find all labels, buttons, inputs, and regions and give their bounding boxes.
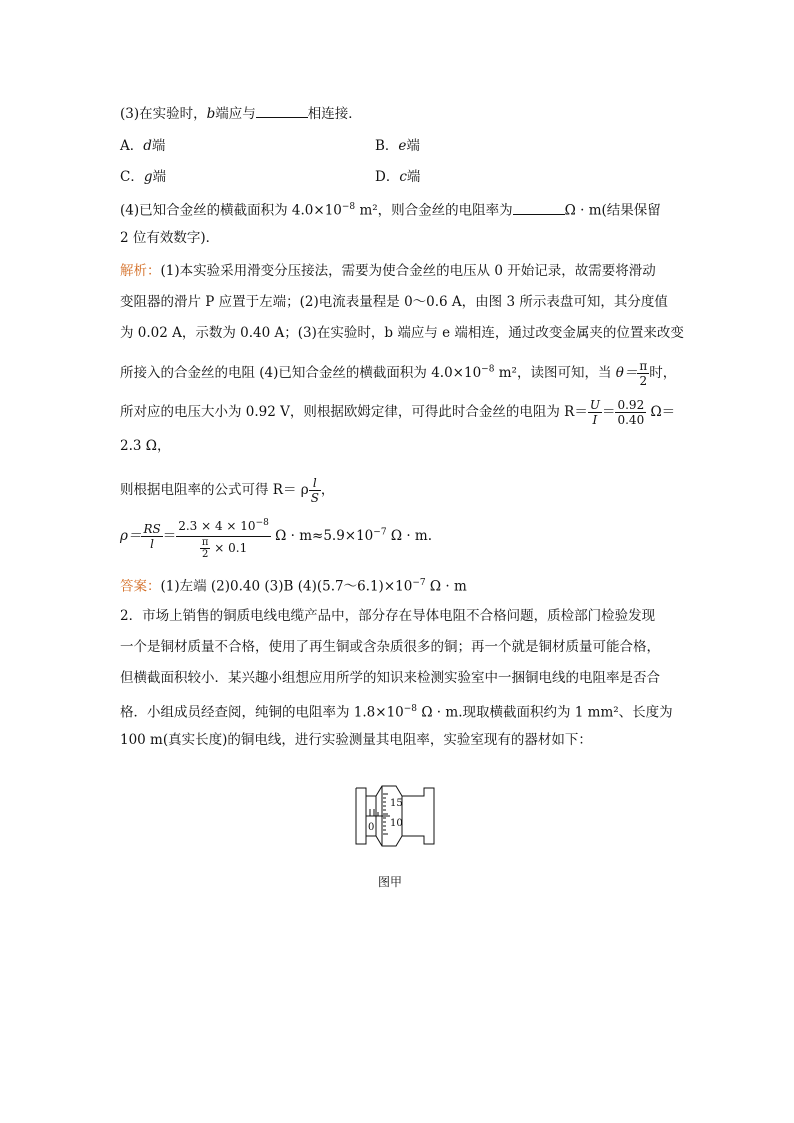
answer-blank[interactable] bbox=[513, 200, 565, 215]
q4-text-a: (4)已知合金丝的横截面积为 4.0×10 bbox=[120, 202, 342, 219]
option-c[interactable] bbox=[120, 165, 166, 185]
q2-text: 100 m(真实长度)的铜电线，进行实验测量其电阻率，实验室现有的器材如下： bbox=[120, 732, 592, 748]
question-2-line-4 bbox=[120, 700, 673, 722]
thimble-label-10: 10 bbox=[390, 818, 403, 829]
option-a-label: A． bbox=[120, 138, 144, 154]
option-c-end: 端 bbox=[152, 169, 166, 185]
rs-over-l-fraction bbox=[141, 522, 162, 551]
figure-caption: 图甲 bbox=[378, 875, 403, 889]
rho-symbol: ρ＝ bbox=[120, 528, 142, 544]
analysis-label: 解析： bbox=[120, 263, 161, 279]
pi-over-2-fraction bbox=[200, 537, 211, 560]
option-b-label: B． bbox=[375, 138, 399, 154]
question-4-line-1 bbox=[120, 198, 661, 220]
q4-text-b: m²，则合金丝的电阻率为 bbox=[355, 202, 513, 219]
answer-text: (1)左端 (2)0.40 (3)B (4)(5.7～6.1)×10 bbox=[160, 578, 413, 595]
option-d-end: 端 bbox=[406, 169, 421, 185]
analysis-text: Ω · m. bbox=[386, 528, 433, 544]
exponent: −7 bbox=[412, 578, 426, 588]
fraction-numerator: π bbox=[639, 359, 648, 373]
q2-text: 格．小组成员经查阅，纯铜的电阻率为 1.8×10 bbox=[120, 704, 404, 721]
analysis-text: 所对应的电压大小为 0.92 V，则根据欧姆定律，可得此时合金丝的电阻为 R＝ bbox=[120, 404, 588, 420]
option-b-end: 端 bbox=[406, 138, 420, 154]
analysis-text: m²，读图可知，当 bbox=[494, 365, 612, 381]
answer-line bbox=[120, 574, 467, 596]
analysis-text: 所接入的合金丝的电阻 (4)已知合金丝的横截面积为 4.0×10 bbox=[120, 365, 482, 381]
answer-label: 答案： bbox=[120, 578, 161, 595]
thimble-label-15: 15 bbox=[390, 798, 403, 809]
fraction-denominator: 2 bbox=[201, 549, 209, 560]
fraction-numerator: U bbox=[589, 398, 600, 412]
analysis-line-7 bbox=[120, 476, 334, 505]
analysis-line-5 bbox=[120, 398, 675, 427]
q3-b: b bbox=[206, 106, 216, 122]
frame-right bbox=[402, 788, 434, 844]
pi-over-2-fraction bbox=[637, 359, 649, 388]
fraction-denominator: 0.40 bbox=[617, 413, 645, 427]
option-a-end: 端 bbox=[151, 138, 166, 154]
exponent: −8 bbox=[255, 518, 269, 528]
question-2-line-5 bbox=[120, 731, 592, 749]
analysis-text: Ω＝ bbox=[646, 404, 676, 420]
option-d-var: c bbox=[399, 169, 407, 185]
q3-suffix: 相连接． bbox=[307, 106, 362, 122]
analysis-text: Ω · m≈5.9×10 bbox=[270, 528, 374, 544]
fraction-denominator: 2 bbox=[639, 374, 648, 388]
question-2-line-3 bbox=[120, 669, 660, 687]
exponent: −8 bbox=[481, 364, 495, 375]
analysis-line-8 bbox=[120, 513, 432, 560]
value-fraction bbox=[615, 398, 646, 427]
denominator-text: × 0.1 bbox=[214, 541, 248, 555]
question-3-line bbox=[120, 103, 362, 123]
micrometer-figure bbox=[352, 782, 438, 852]
analysis-line-4 bbox=[120, 359, 676, 388]
question-2-line-1 bbox=[120, 607, 655, 625]
answer-text: Ω · m bbox=[425, 578, 467, 595]
option-c-var: g bbox=[143, 169, 153, 185]
fraction-denominator bbox=[176, 537, 271, 560]
fraction-numerator: l bbox=[309, 476, 321, 491]
q2-text: 一个是铜材质量不合格，使用了再生铜或含杂质很多的铜；再一个就是铜材质量可能合格， bbox=[120, 639, 660, 655]
equals: ＝ bbox=[601, 404, 616, 420]
q2-text: 但横截面积较小．某兴趣小组想应用所学的知识来检测实验室中一捆铜电线的电阻率是否合 bbox=[120, 670, 660, 686]
analysis-text: 变阻器的滑片 P 应置于左端；(2)电流表量程是 0～0.6 A，由图 3 所示表盘可知，其分度值 bbox=[120, 294, 668, 310]
q4-text-c: Ω · m(结果保留 bbox=[564, 202, 661, 219]
frame-left bbox=[356, 788, 366, 844]
analysis-text: 2.3 Ω， bbox=[120, 438, 171, 454]
fraction-numerator: π bbox=[201, 537, 209, 548]
analysis-line-3 bbox=[120, 324, 684, 342]
answer-blank[interactable] bbox=[256, 103, 308, 118]
analysis-text: (1)本实验采用滑变分压接法，需要为使合金丝的电压从 0 开始记录，故需要将滑动 bbox=[160, 263, 656, 279]
analysis-text: 则根据电阻率的公式可得 R＝ ρ bbox=[120, 482, 309, 498]
u-over-i-fraction bbox=[588, 398, 602, 427]
analysis-line-1 bbox=[120, 262, 656, 280]
option-b[interactable] bbox=[375, 134, 420, 154]
numeric-fraction bbox=[176, 513, 271, 560]
fraction-denominator: l bbox=[150, 537, 154, 551]
option-a-var: d bbox=[143, 138, 152, 154]
option-d[interactable] bbox=[375, 165, 420, 185]
analysis-text: ， bbox=[320, 482, 335, 498]
theta-symbol: θ＝ bbox=[615, 365, 638, 381]
numerator-text: 2.3 × 4 × 10 bbox=[178, 519, 256, 533]
analysis-text: 为 0.02 A，示数为 0.40 A；(3)在实验时，b 端应与 e 端相连，通过改变金属夹的位置来改变 bbox=[120, 325, 684, 341]
fraction-numerator: RS bbox=[143, 522, 161, 536]
q3-mid: 端应与 bbox=[215, 106, 256, 122]
question-4-line-2 bbox=[120, 229, 219, 247]
sleeve-label-0: 0 bbox=[368, 822, 375, 833]
q4-line2: 2 位有效数字)． bbox=[120, 230, 220, 246]
option-d-label: D． bbox=[375, 169, 400, 185]
q4-exponent: −8 bbox=[341, 202, 356, 212]
option-a[interactable] bbox=[120, 134, 165, 154]
option-c-label: C． bbox=[120, 169, 144, 185]
equals: ＝ bbox=[162, 528, 177, 544]
exponent: −8 bbox=[403, 704, 418, 714]
exponent: −7 bbox=[373, 527, 387, 538]
q2-text: Ω · m.现取横截面积约为 1 mm²、长度为 bbox=[417, 704, 673, 721]
l-over-s-fraction bbox=[309, 476, 321, 505]
q2-text: 2．市场上销售的铜质电线电缆产品中，部分存在导体电阻不合格问题，质检部门检验发现 bbox=[120, 608, 656, 624]
fraction-numerator: 0.92 bbox=[617, 398, 645, 412]
q3-prefix: (3)在实验时， bbox=[120, 106, 207, 122]
option-b-var: e bbox=[398, 138, 407, 154]
fraction-numerator bbox=[176, 513, 271, 537]
analysis-line-6 bbox=[120, 437, 170, 455]
fraction-denominator: S bbox=[310, 491, 319, 505]
fraction-denominator: I bbox=[592, 413, 598, 427]
question-2-line-2 bbox=[120, 638, 660, 656]
analysis-line-2 bbox=[120, 293, 668, 311]
analysis-text: 时， bbox=[649, 365, 677, 381]
